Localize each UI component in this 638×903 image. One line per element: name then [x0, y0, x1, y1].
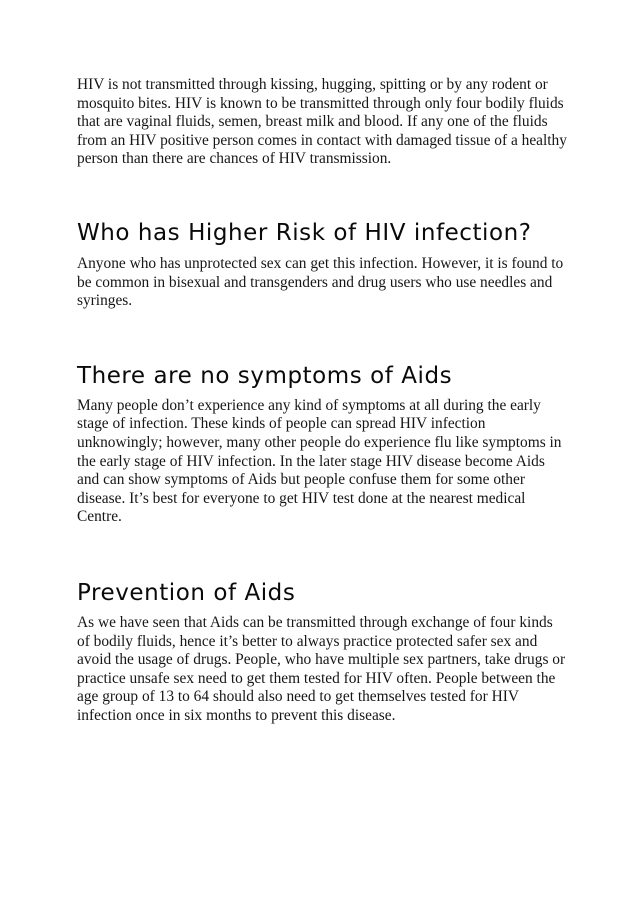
document-page: [77, 76, 567, 725]
section-body-higher-risk: Anyone who has unprotected sex can get this infection. However, it is found to be common in bisexual and transgenders and drug users who use needles and syringes.: [77, 254, 564, 310]
section-heading-higher-risk: Who has Higher Risk of HIV infection?: [77, 219, 532, 246]
section-body-prevention: As we have seen that Aids can be transmitted through exchange of four kinds of bodily fluids, hence it’s better to always practice protected safer sex and avoid the usage of drugs. People, who have multiple sex partners, take drugs or practice unsafe sex need to get them tested for HIV often. People between the age group of 13 to 64 should also need to get themselves tested for HIV infection once in six months to prevent this disease.: [77, 613, 566, 724]
section-heading-no-symptoms: There are no symptoms of Aids: [77, 362, 453, 389]
section-heading-prevention: Prevention of Aids: [77, 579, 296, 606]
intro-paragraph: HIV is not transmitted through kissing, hugging, spitting or by any rodent or mosquito bites. HIV is known to be transmitted through only four bodily fluids that are vaginal fluids, semen, breast milk and blood. If any one of the fluids from an HIV positive person comes in contact with damaged tissue of a healthy person than there are chances of HIV transmission.: [77, 76, 567, 168]
section-body-no-symptoms: Many people don’t experience any kind of symptoms at all during the early stage of infection. These kinds of people can spread HIV infection unknowingly; however, many other people do experience flu like symptoms in the early stage of HIV infection. In the later stage HIV disease become Aids and can show symptoms of Aids but people confuse them for some other disease. It’s best for everyone to get HIV test done at the nearest medical Centre.: [77, 396, 562, 526]
